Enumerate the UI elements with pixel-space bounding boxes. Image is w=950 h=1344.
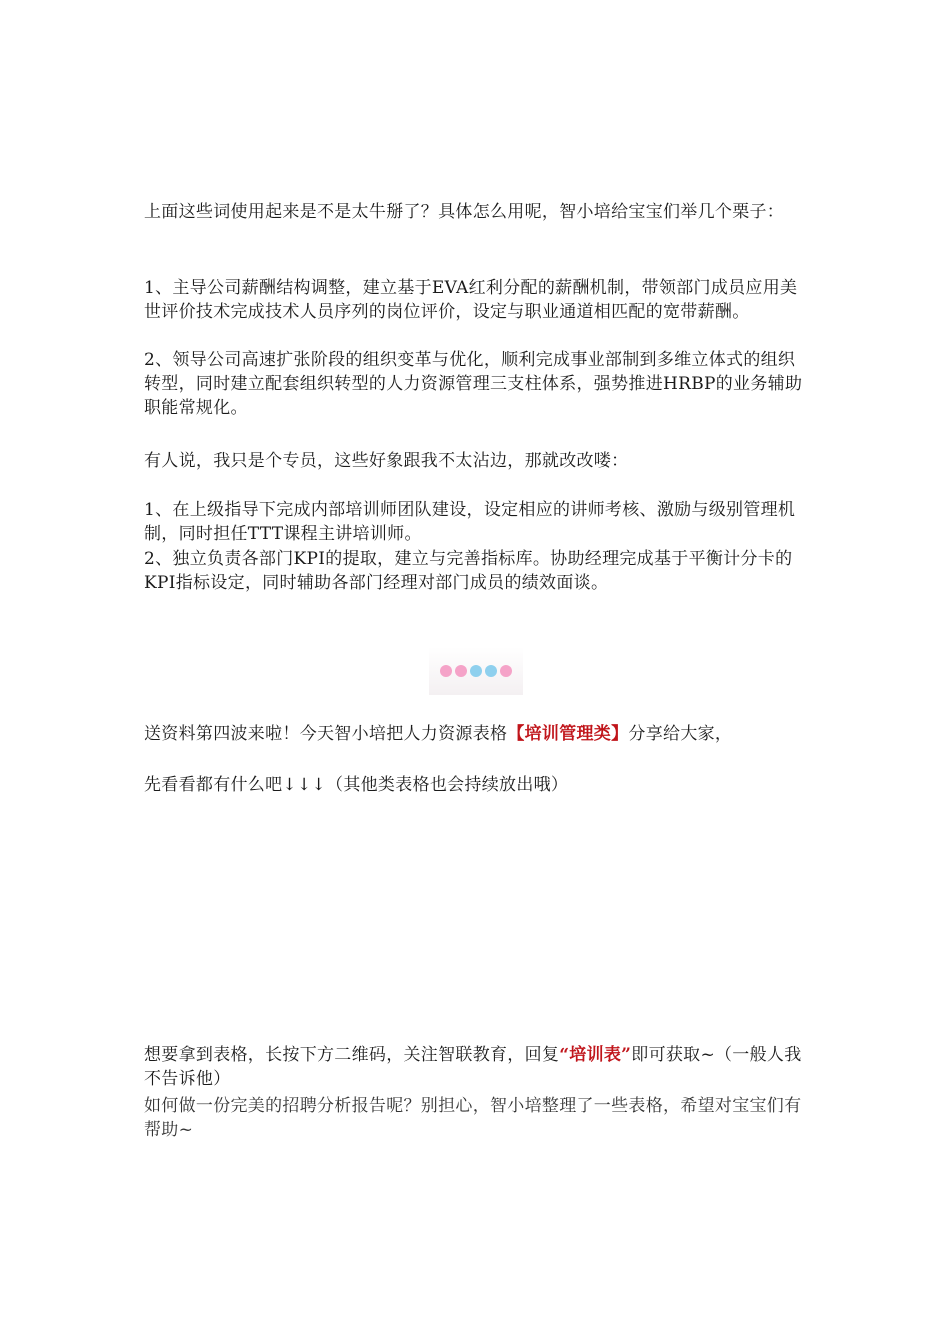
specialist-example-2-text: 2、独立负责各部门KPI的提取，建立与完善指标库。协助经理完成基于平衡计分卡的KPI指标设定，同时辅助各部门经理对部门成员的绩效面谈。: [144, 549, 793, 593]
giveaway-line-2-text: 先看看都有什么吧↓↓↓（其他类表格也会持续放出哦）: [144, 775, 569, 795]
divider-dot: [440, 665, 452, 677]
specialist-intro: [144, 449, 808, 473]
senior-example-1-text: 1、主导公司薪酬结构调整，建立基于EVA红利分配的薪酬机制，带领部门成员应用美世评价技术完成技术人员序列的岗位评价，设定与职业通道相匹配的宽带薪酬。: [144, 278, 798, 322]
senior-example-2: [144, 348, 808, 420]
divider-dot: [455, 665, 467, 677]
giveaway-text-pre: 送资料第四波来啦！今天智小培把人力资源表格: [144, 724, 508, 744]
intro-text: 上面这些词使用起来是不是太牛掰了？具体怎么用呢，智小培给宝宝们举几个栗子：: [144, 202, 785, 222]
closing-text: 如何做一份完美的招聘分析报告呢？别担心，智小培整理了一些表格，希望对宝宝们有帮助~: [144, 1096, 802, 1140]
cta-paragraph: [144, 1043, 808, 1091]
divider-dot: [500, 665, 512, 677]
cta-text-pre: 想要拿到表格，长按下方二维码，关注智联教育，回复: [144, 1045, 560, 1065]
divider-dot: [485, 665, 497, 677]
specialist-example-1-text: 1、在上级指导下完成内部培训师团队建设，设定相应的讲师考核、激励与级别管理机制，同时担任TTT课程主讲培训师。: [144, 500, 796, 544]
intro-paragraph: [144, 200, 808, 224]
specialist-intro-text: 有人说，我只是个专员，这些好象跟我不太沾边，那就改改喽：: [144, 451, 629, 471]
senior-example-2-text: 2、领导公司高速扩张阶段的组织变革与优化，顺利完成事业部制到多维立体式的组织转型，同时建立配套组织转型的人力资源管理三支柱体系，强势推进HRBP的业务辅助职能常规化。: [144, 350, 803, 418]
closing-paragraph: [144, 1094, 808, 1142]
giveaway-text-post: 分享给大家，: [628, 724, 733, 744]
giveaway-line-1: [144, 722, 808, 746]
giveaway-line-2: [144, 773, 808, 797]
specialist-example-2: [144, 547, 808, 595]
cta-keyword: “培训表”: [559, 1045, 632, 1065]
senior-example-1: [144, 276, 808, 324]
giveaway-highlight: 【培训管理类】: [507, 724, 629, 744]
specialist-example-1: [144, 498, 808, 546]
cta-text-post: 即可获取~（一般人我不告诉他）: [144, 1045, 802, 1089]
divider-dots-image: [429, 647, 523, 695]
divider-dot: [470, 665, 482, 677]
